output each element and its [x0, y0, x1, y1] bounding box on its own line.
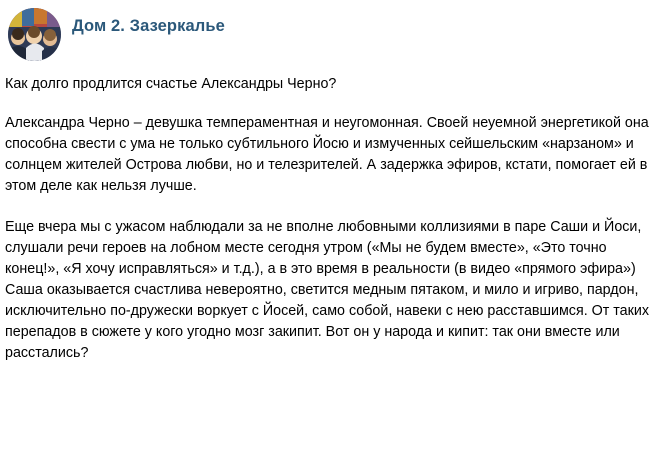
avatar-image: [8, 8, 61, 61]
post-lead: Как долго продлится счастье Александры Черно?: [5, 76, 337, 92]
community-title[interactable]: Дом 2. Зазеркалье: [72, 17, 225, 35]
avatar[interactable]: [8, 8, 61, 61]
post-paragraph-2: Еще вчера мы с ужасом наблюдали за не вполне любовными коллизиями в паре Саши и Йоси, слушали речи героев на лобном месте сегодня утром («Мы не будем вместе», «Это точно конец!», «Я хочу исправляться» и т.д.), а в это время в реальности (в видео «прямого эфира») Саша оказывается счастлива невероятно, светится медным пятаком, и мило и игриво, пардон, исключительно по-дружески воркует с Йосей, само собой, навеки с нею расставшимся. От таких перепадов в сюжете у кого угодно мозг закипит. Вот он у народа и кипит: так они вместе или расстались?: [5, 218, 650, 362]
post-paragraph-1: Александра Черно – девушка темпераментная и неугомонная. Своей неуемной энергетикой она способна свести с ума не только субтильного Йосю и измученных сейшельским «нарзаном» и солнцем жителей Острова любви, но и телезрителей. А задержка эфиров, кстати, помогает ей в этом деле как нельзя лучше.: [5, 114, 649, 194]
post-header: [0, 0, 670, 60]
post-content: [0, 75, 670, 364]
